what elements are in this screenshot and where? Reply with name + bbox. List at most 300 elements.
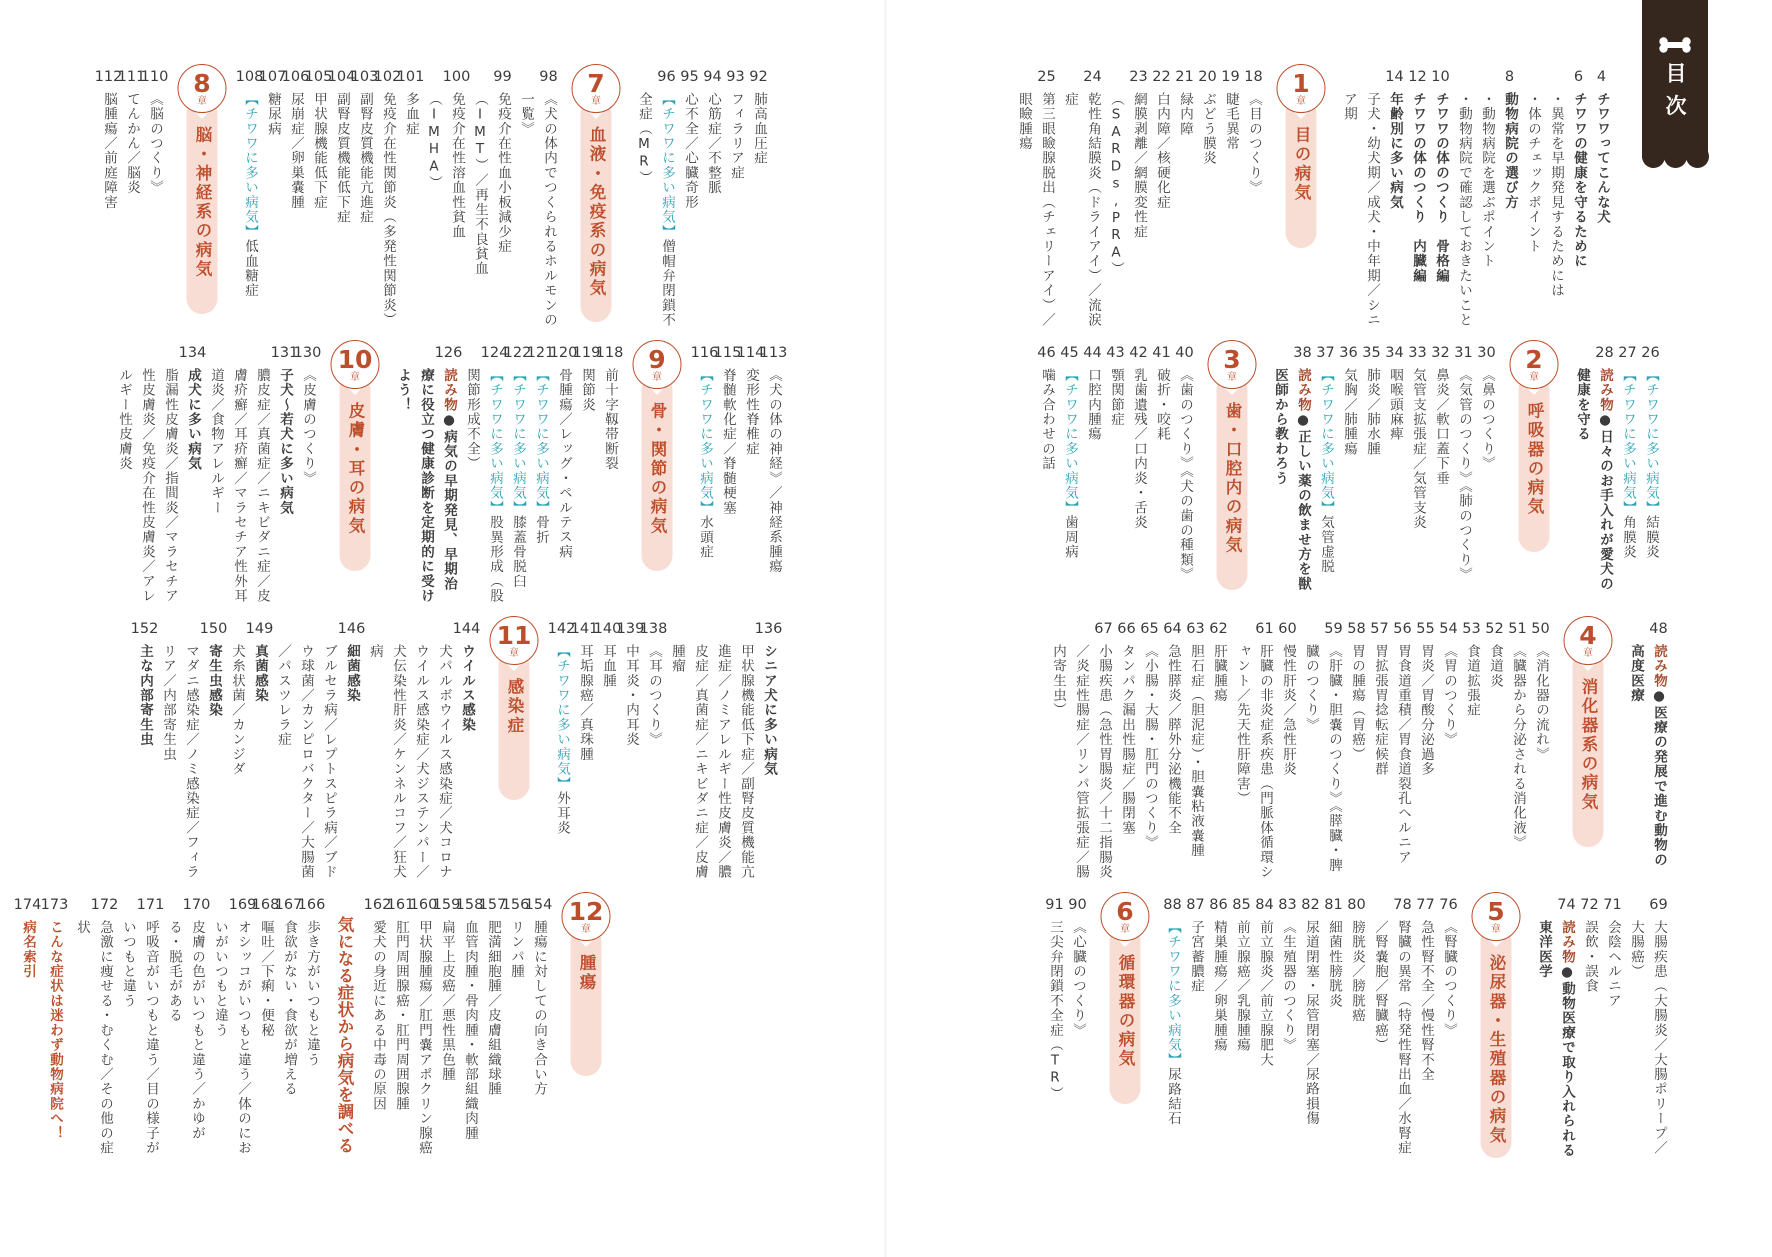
- page-number: 40: [1175, 345, 1194, 361]
- chapter-title: 泌尿器・生殖器の病気: [1487, 954, 1506, 1146]
- page-number: 121: [526, 345, 555, 361]
- entry-text: 《犬の体の神経》／神経系腫瘍: [766, 368, 782, 575]
- entry-text: 《臓器から分泌される消化液》: [1510, 644, 1526, 851]
- toc-section: [235, 64, 560, 328]
- chapter-suffix: 章: [581, 923, 591, 935]
- toc-row-left: [131, 616, 782, 880]
- toc-entry: [1406, 64, 1429, 328]
- entry-text: リンパ腫: [508, 920, 524, 979]
- entry-text: 皮膚の色がいつもと違う／かゆがる・脱毛がある: [166, 920, 205, 1141]
- entry-text: チワワの健康を守るために: [1571, 92, 1587, 269]
- entry-text: 気管支拡張症／気管支炎: [1410, 368, 1426, 530]
- chapter-number: 3: [1223, 344, 1241, 374]
- entry-text: 中耳炎・内耳炎: [623, 644, 639, 748]
- chapter-highlight-bar: [571, 923, 602, 1076]
- chapter-badge: [172, 64, 232, 328]
- entry-text: 脊髄軟化症／脊髄梗塞: [720, 368, 736, 516]
- page-number: 95: [680, 69, 699, 85]
- entry-text: 気胸／肺腫瘍: [1341, 368, 1357, 457]
- frequent-disease-tag: 【チワワに多い病気】: [1318, 368, 1334, 516]
- page-number: 23: [1129, 69, 1148, 85]
- frequent-disease-tag: 【チワワに多い病気】: [510, 368, 526, 516]
- toc-entry: [1414, 616, 1437, 880]
- reading-marker: 読み物: [1295, 368, 1311, 413]
- toc-entry: [1337, 64, 1383, 328]
- chapter-number-circle: [178, 64, 227, 113]
- chapter-suffix: 章: [1227, 371, 1237, 383]
- toc-row-right: [1010, 64, 1615, 328]
- entry-text: 《腎臓のつくり》: [1441, 920, 1457, 1038]
- frequent-disease-tag: 【チワワに多い病気】: [1643, 368, 1659, 516]
- page-number: 108: [235, 69, 264, 85]
- toc-entry: [70, 892, 119, 1164]
- toc-entry: [409, 892, 438, 1164]
- page-number: 85: [1232, 897, 1251, 913]
- page-number: 4: [1596, 69, 1607, 85]
- toc-entry: [1299, 616, 1345, 880]
- reading-marker: 読み物: [1559, 920, 1575, 965]
- chapter-suffix: 章: [1491, 923, 1501, 935]
- toc-row-right: [1044, 616, 1672, 880]
- toc-entry: [1058, 64, 1104, 328]
- chapter-number: 9: [648, 344, 666, 374]
- toc-entry: [1460, 616, 1483, 880]
- page-number: 71: [1603, 897, 1622, 913]
- entry-text: 医療の発展で進む動物の高度医療: [1628, 644, 1667, 868]
- toc-entry: [40, 892, 69, 1164]
- entry-text: ・異常を早期発見するためには: [1548, 92, 1564, 299]
- toc-entry: [1345, 892, 1368, 1164]
- toc-entry: [337, 616, 366, 880]
- toc-entry: [304, 64, 333, 328]
- toc-entry: [1601, 892, 1624, 1164]
- toc-entry: [1437, 616, 1460, 880]
- chapter-title: 皮膚・耳の病気: [346, 402, 365, 536]
- entry-text: 子犬〜若犬に多い病気: [277, 368, 293, 516]
- toc-entry: [327, 64, 356, 328]
- chapter-number-circle: [1101, 892, 1150, 941]
- page-number: 141: [570, 621, 599, 637]
- page-number: 56: [1393, 621, 1412, 637]
- entry-text: 口腔内腫瘍: [1085, 368, 1101, 442]
- page-number: 69: [1649, 897, 1668, 913]
- page-number: 113: [759, 345, 788, 361]
- chapter-number: 1: [1292, 68, 1310, 98]
- toc-section: [1043, 892, 1089, 1164]
- toc-entry: [1429, 340, 1452, 604]
- entry-text: 前十字靱帯断裂: [602, 368, 618, 472]
- page-number: 81: [1324, 897, 1343, 913]
- entry-text: 免疫介在性血小板減少症（IMT）／再生不良貧血: [472, 92, 511, 277]
- entry-text: 血管肉腫・骨肉腫・軟部組織肉腫: [462, 920, 478, 1141]
- toc-entry: [1276, 892, 1299, 1164]
- entry-text: タンパク漏出性腸症／腸閉塞: [1119, 644, 1135, 836]
- toc-entry: [1337, 340, 1360, 604]
- toc-entry: [632, 64, 678, 328]
- page-number: 91: [1045, 897, 1064, 913]
- chapter-title: 目の病気: [1292, 126, 1311, 203]
- entry-text: 鼻炎／軟口蓋下垂: [1433, 368, 1449, 486]
- toc-entry: [1475, 64, 1498, 328]
- entry-text: 副腎皮質機能低下症: [334, 92, 350, 225]
- page-number: 120: [549, 345, 578, 361]
- entry-text: 副腎皮質機能亢進症: [357, 92, 373, 225]
- chapter-number-circle: [490, 616, 539, 665]
- entry-text: 咽喉頭麻痺: [1387, 368, 1403, 442]
- page-number: 6: [1573, 69, 1584, 85]
- entry-text: 乳歯遺残／口内炎・舌炎: [1131, 368, 1147, 530]
- page-number: 171: [136, 897, 165, 913]
- page-number: 48: [1649, 621, 1668, 637]
- toc-entry: [468, 64, 514, 328]
- page-number: 104: [327, 69, 356, 85]
- toc-entry: [503, 340, 532, 604]
- entry-text: ブルセラ病／レプトスピラ病／ブドウ球菌／カンピロバクター／大腸菌／パスツレラ症: [275, 644, 337, 880]
- page-number: 8: [1504, 69, 1515, 85]
- chapter-number: 5: [1487, 896, 1505, 926]
- page-number: 43: [1106, 345, 1125, 361]
- toc-entry: [455, 892, 484, 1164]
- entry-text: 心筋症／不整脈: [705, 92, 721, 196]
- toc-entry: [1590, 64, 1613, 328]
- entry-text: 《目のつくり》: [1246, 92, 1262, 196]
- page-number: 149: [245, 621, 274, 637]
- entry-text: 《鼻のつくり》: [1479, 368, 1495, 472]
- toc-entry: [1046, 616, 1115, 880]
- toc-entry: [363, 616, 455, 880]
- entry-text: 《消化器の流れ》: [1533, 644, 1549, 762]
- toc-entry: [1173, 64, 1196, 328]
- entry-text: フィラリア症: [728, 92, 744, 181]
- entry-text: 緑内障: [1177, 92, 1193, 137]
- chapter-number: 7: [587, 68, 605, 98]
- page-number: 66: [1117, 621, 1136, 637]
- entry-text: 膿皮症／真菌症／ニキビダニ症／皮膚疥癬／耳疥癬／マラセチア性外耳道炎／食物アレルギー: [208, 368, 270, 604]
- entry-text: 《皮膚のつくり》: [300, 368, 316, 486]
- toc-entry: [690, 340, 719, 604]
- toc-entry: [1043, 892, 1066, 1164]
- toc-row-right: [1033, 340, 1664, 604]
- bone-icon: [1658, 36, 1692, 58]
- chapter-suffix: 章: [652, 371, 662, 383]
- page-number: 37: [1316, 345, 1335, 361]
- toc-section: [1012, 64, 1265, 328]
- entry-text: 水頭症: [697, 515, 713, 560]
- section-title-red: 気になる症状から病気を調べる: [335, 916, 354, 1154]
- page-number: 63: [1186, 621, 1205, 637]
- entry-text: 乾性角結膜炎（ドライアイ）／流涙症: [1062, 92, 1101, 328]
- page-number: 131: [270, 345, 299, 361]
- page-number: 139: [616, 621, 645, 637]
- toc-entry: [1138, 616, 1161, 880]
- page-number: 45: [1060, 345, 1079, 361]
- entry-text: 胃拡張胃捻転症候群: [1372, 644, 1388, 777]
- toc-section: [1268, 340, 1498, 604]
- entry-text: 《生殖器のつくり》: [1280, 920, 1296, 1053]
- page-number: 87: [1186, 897, 1205, 913]
- toc-entry: [1406, 340, 1429, 604]
- page-number: 157: [478, 897, 507, 913]
- toc-entry: [1383, 64, 1406, 328]
- toc-entry: [225, 616, 248, 880]
- chapter-number: 12: [568, 896, 604, 926]
- toc-entry: [270, 340, 299, 604]
- toc-entry: [116, 892, 165, 1164]
- toc-entry: [1345, 616, 1368, 880]
- entry-text: 成犬に多い病気: [185, 368, 201, 472]
- page-number: 32: [1431, 345, 1450, 361]
- page-number: 57: [1370, 621, 1389, 637]
- entry-text: 細菌性膀胱炎: [1326, 920, 1342, 1009]
- entry-text: 寄生虫感染: [206, 644, 222, 718]
- entry-text: 低血糖症: [242, 239, 258, 299]
- entry-text: 骨折: [533, 515, 549, 545]
- page-number: 51: [1508, 621, 1527, 637]
- page-number: 59: [1324, 621, 1343, 637]
- entry-text: 犬パルボウイルス感染症／犬コロナウイルス感染症／犬ジステンパー／犬伝染性肝炎／ケンネルコフ／狂犬病: [367, 644, 452, 880]
- page-number: 115: [713, 345, 742, 361]
- toc-entry: [478, 892, 507, 1164]
- toc-entry: [665, 616, 757, 880]
- entry-text: 小腸疾患（急性胃腸炎／十二指腸炎／炎症性腸症／リンパ管拡張症／腸内寄生虫）: [1050, 644, 1112, 880]
- toc-section: [632, 64, 770, 328]
- toc-entry: [363, 892, 392, 1164]
- entry-text: 第三眼瞼腺脱出（チェリーアイ）／眼瞼腫瘍: [1016, 92, 1055, 328]
- entry-text: マダニ感染症／ノミ感染症／フィラリア／内部寄生虫: [160, 644, 199, 880]
- chapter-suffix: 章: [1529, 371, 1539, 383]
- page-number: 100: [442, 69, 471, 85]
- page-number: 24: [1083, 69, 1102, 85]
- toc-entry: [274, 892, 303, 1164]
- chapter-title: 消化器系の病気: [1579, 678, 1598, 812]
- page-number: 55: [1416, 621, 1435, 637]
- entry-text: てんかん／脳炎: [124, 92, 140, 196]
- entry-text: ・体のチェックポイント: [1525, 92, 1541, 254]
- toc-entry: [1529, 616, 1552, 880]
- chapter-title: 骨・関節の病気: [648, 402, 667, 536]
- chapter-number: 2: [1525, 344, 1543, 374]
- page-number: 126: [434, 345, 463, 361]
- toc-entry: [1242, 64, 1265, 328]
- chapter-badge: [325, 340, 385, 604]
- page-fold-divider: [884, 0, 887, 1257]
- chapter-suffix: 章: [1583, 647, 1593, 659]
- toc-entry: [1570, 340, 1616, 604]
- entry-text: 《胃のつくり》: [1441, 644, 1457, 748]
- entry-text: 《小腸・大腸・肛門のつくり》: [1142, 644, 1158, 851]
- toc-entry: [391, 340, 463, 604]
- entry-text: 変形性脊椎症: [743, 368, 759, 457]
- toc-entry: [1035, 340, 1058, 604]
- toc-entry: [1639, 340, 1662, 604]
- page-number: 36: [1339, 345, 1358, 361]
- page-number: 19: [1221, 69, 1240, 85]
- chapter-badge: [556, 892, 616, 1164]
- entry-text: 《肝臓・胆嚢のつくり》《膵臓・脾臓のつくり》: [1303, 644, 1342, 873]
- toc-entry: [1437, 892, 1460, 1164]
- toc-entry: [156, 616, 202, 880]
- toc-entry: [178, 340, 207, 604]
- toc-entry: [1196, 64, 1219, 328]
- entry-text: 子宮蓄膿症: [1188, 920, 1204, 994]
- chapter-number: 6: [1116, 896, 1134, 926]
- entry-text: 多血症: [403, 92, 419, 137]
- page-number: 146: [337, 621, 366, 637]
- tab-scallop: [1642, 145, 1665, 168]
- page-number: 172: [90, 897, 119, 913]
- reading-dot: ●: [1597, 412, 1613, 430]
- page-number: 98: [539, 69, 558, 85]
- entry-text: 肥満細胞腫／皮膚組織球腫: [485, 920, 501, 1097]
- toc-entry: [350, 64, 379, 328]
- toc-entry: [1081, 340, 1104, 604]
- toc-entry: [549, 340, 578, 604]
- toc-entry: [1058, 340, 1081, 604]
- toc-entry: [386, 892, 415, 1164]
- entry-text: オシッコがいつもと違う／体のにおいがいつもと違う: [212, 920, 251, 1156]
- chapter-badge: [484, 616, 544, 880]
- entry-text: 主な内部寄生虫: [137, 644, 153, 748]
- entry-text: 噛み合わせの話: [1039, 368, 1055, 472]
- chapter-number-circle: [562, 892, 611, 941]
- chapter-badge: [1095, 892, 1155, 1164]
- toc-entry: [1207, 616, 1230, 880]
- page-number: 65: [1140, 621, 1159, 637]
- toc-entry: [199, 616, 228, 880]
- chapter-badge: [1202, 340, 1262, 604]
- toc-section: [690, 340, 788, 604]
- page-number: 150: [199, 621, 228, 637]
- toc-entry: [724, 64, 747, 328]
- page-number: 170: [182, 897, 211, 913]
- frequent-disease-tag: 【チワワに多い病気】: [242, 92, 258, 240]
- page-number: 116: [690, 345, 719, 361]
- toc-entry: [235, 64, 264, 328]
- page-number: 14: [1385, 69, 1404, 85]
- entry-text: 動物病院の選び方: [1502, 92, 1518, 210]
- page-number: 20: [1198, 69, 1217, 85]
- toc-entry: [1429, 64, 1452, 328]
- page-number: 93: [726, 69, 745, 85]
- page-number: 122: [503, 345, 532, 361]
- entry-text: 食欲がない・食欲が増える: [281, 920, 297, 1097]
- entry-text: 前立腺癌／乳腺腫瘍: [1234, 920, 1250, 1053]
- reading-marker: 読み物: [1597, 368, 1613, 413]
- page-number: 64: [1163, 621, 1182, 637]
- toc-entry: [204, 340, 273, 604]
- entry-text: 肛門周囲腺癌・肛門周囲腺腫: [393, 920, 409, 1112]
- page-number: 41: [1152, 345, 1171, 361]
- page-number: 124: [480, 345, 509, 361]
- frequent-disease-tag: 【チワワに多い病気】: [659, 92, 675, 240]
- entry-text: 股異形成（股関節形成不全）: [464, 368, 503, 604]
- page-number: 76: [1439, 897, 1458, 913]
- page-number: 138: [639, 621, 668, 637]
- toc-section: [130, 616, 481, 880]
- page-number: 74: [1557, 897, 1576, 913]
- toc-section: [1046, 616, 1552, 880]
- entry-text: 《耳のつくり》: [646, 644, 662, 748]
- chapter-title: 感染症: [505, 678, 524, 736]
- entry-text: 関節炎: [579, 368, 595, 413]
- toc-row-right: [1041, 892, 1672, 1164]
- page-number: 101: [396, 69, 425, 85]
- toc-entry: [1532, 892, 1578, 1164]
- toc-entry: [1230, 892, 1253, 1164]
- entry-text: 睫毛異常: [1223, 92, 1239, 151]
- toc-entry: [281, 64, 310, 328]
- toc-entry: [1414, 892, 1437, 1164]
- page-number: 10: [1431, 69, 1450, 85]
- entry-text: 子犬・幼犬期／成犬・中年期／シニア期: [1341, 92, 1380, 328]
- page-number: 58: [1347, 621, 1366, 637]
- toc-entry: [1219, 64, 1242, 328]
- page-number: 161: [386, 897, 415, 913]
- entry-text: 歯周病: [1062, 515, 1078, 560]
- toc-row-left: [12, 892, 622, 1164]
- chapter-badge: [1558, 616, 1618, 880]
- chapter-badge: [627, 340, 687, 604]
- page-number: 44: [1083, 345, 1102, 361]
- chapter-title: 腫瘍: [577, 954, 596, 993]
- entry-text: 甲状腺機能低下症／副腎皮質機能亢進症／ノミアレルギー性皮膚炎／膿皮症／真菌症／ニキビダニ症／皮膚腫瘤: [669, 644, 754, 880]
- tab-scallop: [1686, 145, 1709, 168]
- entry-text: 脳腫瘍／前庭障害: [101, 92, 117, 210]
- page-number: 53: [1462, 621, 1481, 637]
- toc-entry: [452, 616, 481, 880]
- entry-text: 気管虚脱: [1318, 515, 1334, 575]
- toc-entry: [1299, 892, 1322, 1164]
- page-number: 42: [1129, 345, 1148, 361]
- toc-entry: [1616, 340, 1639, 604]
- toc-entry: [1498, 64, 1521, 328]
- page-number: 111: [117, 69, 146, 85]
- page-number: 154: [524, 897, 553, 913]
- toc-entry: [747, 64, 770, 328]
- toc-entry: [1104, 340, 1127, 604]
- chapter-title: 循環器の病気: [1116, 954, 1135, 1069]
- page-number: 166: [297, 897, 326, 913]
- chapter-number-circle: [1277, 64, 1326, 113]
- toc-entry: [701, 64, 724, 328]
- toc-tab-label: 目次: [1663, 62, 1687, 128]
- toc-section: [94, 64, 169, 328]
- entry-text: 胃炎／胃酸分泌過多: [1418, 644, 1434, 777]
- toc-entry: [1104, 64, 1150, 328]
- toc-entry: [1624, 616, 1670, 880]
- toc-entry: [1314, 340, 1337, 604]
- toc-entry: [678, 64, 701, 328]
- toc-entry: [1268, 340, 1314, 604]
- toc-entry: [1391, 616, 1414, 880]
- entry-text: 扁平上皮癌／悪性黒色腫: [439, 920, 455, 1082]
- toc-entry: [162, 892, 211, 1164]
- tab-scallop: [1664, 145, 1687, 168]
- entry-text: 膝蓋骨脱臼: [510, 515, 526, 589]
- entry-text: 三尖弁閉鎖不全症（TR）: [1047, 920, 1063, 1102]
- chapter-number: 8: [193, 68, 211, 98]
- toc-row-left: [110, 340, 787, 604]
- toc-entry: [251, 892, 280, 1164]
- chapter-badge: [566, 64, 626, 328]
- toc-entry: [1230, 616, 1276, 880]
- toc-entry: [271, 616, 340, 880]
- entry-text: 細菌感染: [344, 644, 360, 703]
- toc-entry: [713, 340, 742, 604]
- chapter-suffix: 章: [197, 95, 207, 107]
- entry-text: ウイルス感染: [459, 644, 475, 733]
- toc-entry: [1150, 64, 1173, 328]
